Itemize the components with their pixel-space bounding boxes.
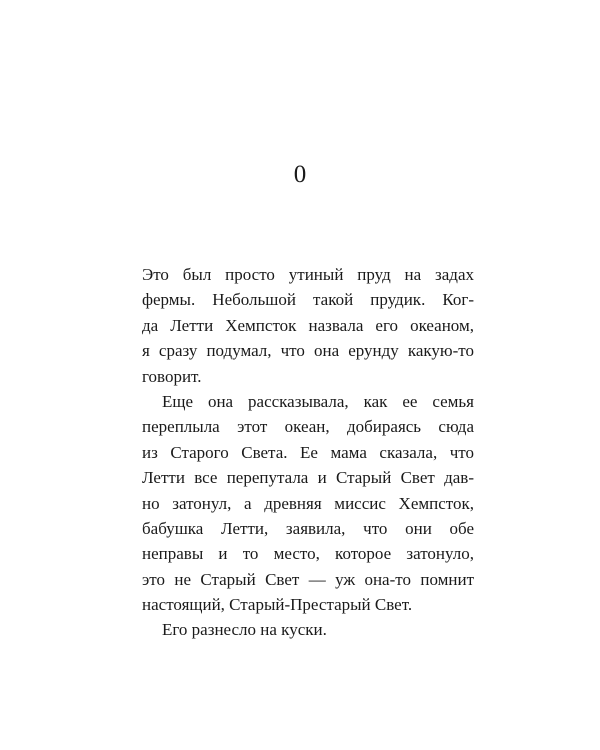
paragraph-3 — [142, 617, 474, 642]
paragraph-2 — [142, 389, 474, 618]
text-line: настоящий, Старый-Престарый Свет. — [142, 595, 413, 615]
text-line: я сразу подумал, что она ерунду какую-то — [142, 341, 474, 361]
paragraph-1 — [142, 262, 474, 389]
chapter-number: 0 — [293, 161, 307, 188]
text-line: неправы и то место, которое затонуло, — [142, 544, 474, 564]
text-line: Летти все перепутала и Старый Свет дав- — [142, 468, 474, 488]
text-line: бабушка Летти, заявила, что они обе — [142, 518, 474, 538]
text-line: из Старого Света. Ее мама сказала, что — [142, 442, 474, 462]
text-line: это не Старый Свет — уж она-то помнит — [142, 569, 474, 589]
text-line: переплыла этот океан, добираясь сюда — [142, 417, 474, 437]
text-line: да Летти Хемпсток назвала его океаном, — [142, 315, 474, 335]
text-line: говорит. — [142, 366, 202, 386]
body-text — [142, 262, 474, 643]
text-line: но затонул, а древняя миссис Хемпсток, — [142, 493, 474, 513]
text-line: Это был просто утиный пруд на задах — [142, 265, 474, 284]
text-line: Еще она рассказывала, как ее семья — [162, 391, 474, 411]
text-line: Его разнесло на куски. — [162, 620, 327, 640]
text-line: фермы. Небольшой такой прудик. Ког- — [142, 290, 474, 310]
